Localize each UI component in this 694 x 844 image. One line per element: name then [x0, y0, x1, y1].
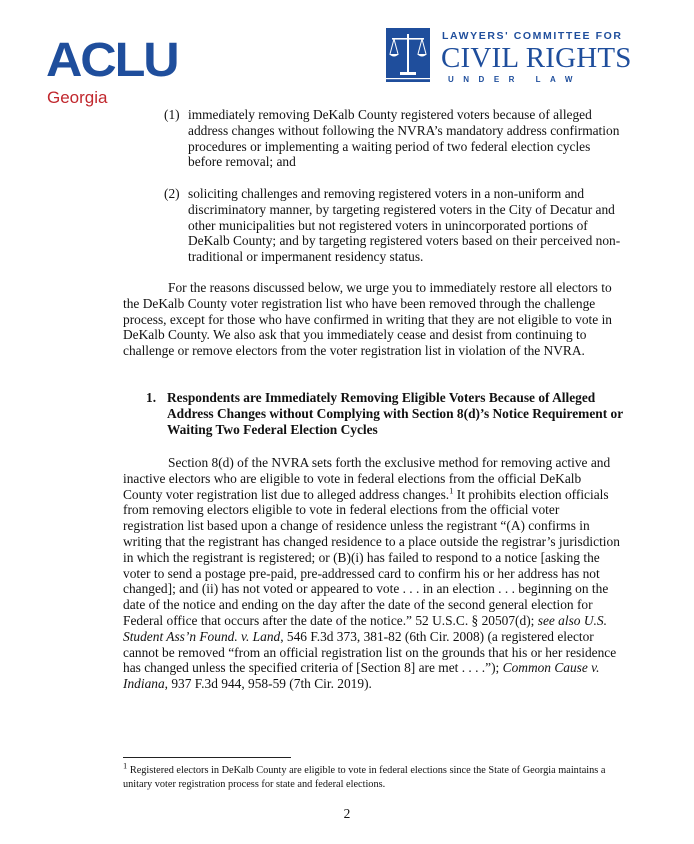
case-citation: Common Cause v. Indiana [123, 660, 600, 692]
footnote-number: 1 [123, 760, 128, 771]
list-item-number: (2) [164, 186, 180, 201]
footnote-divider [123, 757, 291, 758]
lawyers-committee-logo [386, 28, 632, 88]
paragraph-text: For the reasons discussed below, we urge you to immediately restore all electors to the DeKalb County voter registration list who have been removed through the challenge process, except for those who have confirmed in writing that they are not eligible to vote in DeKalb County. We also ask that you immediately cease and desist from continuing to challenge or remove electors from the voter registration list in violation of the NVRA. [123, 280, 612, 359]
aclu-georgia-logo [46, 34, 178, 108]
aclu-subtitle: Georgia [47, 88, 108, 107]
list-item [166, 107, 626, 170]
footnote-text: Registered electors in DeKalb County are eligible to vote in federal elections since the State of Georgia maintains a unitary voter registration process for state and federal elections. [123, 765, 606, 790]
paragraph-text: , 546 F.3d 373, 381-82 (6th Cir. 2008) (a registered elector cannot be removed “from an official registration list on the grounds that his or her residence has changed unless the specified criteria of [Section 8] are met . . . .”); [123, 628, 617, 676]
list-item [166, 186, 626, 265]
paragraph-text: , 937 F.3d 944, 958-59 (7th Cir. 2019). [164, 676, 372, 692]
lc-main-line: CIVIL RIGHTS [441, 42, 632, 74]
footnote [123, 760, 623, 792]
list-item-text: soliciting challenges and removing registered voters in a non-uniform and discriminatory manner, by targeting registered voters in the City of Decatur and other municipalities but not registered voters in unincorporated portions of DeKalb County; and by targeting registered voters based on their perceived non-traditional or impermanent residency status. [188, 186, 621, 265]
lc-top-line: LAWYERS' COMMITTEE FOR [442, 30, 623, 42]
paragraph-text: It prohibits election officials from removing electors eligible to vote in federal elections from the official voter registration list based upon a change of residence unless the registrant “(A) confirms in writing that the registrant has changed residence to a place outside the registrar’s jurisdiction in which the registrant is registered; or (B)(i) has failed to respond to a notice [asking the voter to send a postage pre-paid, pre-addressed card to confirm his or her address has not changed]; and (ii) has not voted or appeared to vote . . . in an election . . . beginning on the date of the notice and ending on the day after the date of the second general election for Federal office that occurs after the date of the notice.” 52 U.S.C. § 20507(d); [123, 486, 620, 628]
scales-of-justice-icon [386, 28, 430, 82]
list-item-text: immediately removing DeKalb County registered voters because of alleged address changes without following the NVRA’s mandatory address confirmation procedures or implementing a waiting period of two federal election cycles before removal; and [188, 107, 620, 170]
case-citation: see also U.S. Student Ass’n Found. v. Land [123, 612, 607, 644]
section-number: 1. [146, 390, 157, 405]
body-paragraph [123, 455, 623, 692]
section-title: Respondents are Immediately Removing Eligible Voters Because of Alleged Address Changes without Complying with Section 8(d)’s Notice Requirement or Waiting Two Federal Election Cycles [167, 390, 623, 437]
lc-bottom-line: UNDER LAW [448, 75, 582, 84]
aclu-wordmark: ACLU [46, 34, 178, 87]
paragraph-text: Section 8(d) of the NVRA sets forth the exclusive method for removing active and inactive electors who are eligible to vote in federal elections from the official DeKalb County voter registration list due to alleged address changes. [123, 455, 611, 502]
footnote-reference[interactable]: 1 [449, 485, 454, 496]
body-paragraph [123, 280, 623, 359]
page-number: 2 [343, 806, 351, 821]
section-heading [146, 390, 626, 437]
list-item-number: (1) [164, 107, 180, 122]
